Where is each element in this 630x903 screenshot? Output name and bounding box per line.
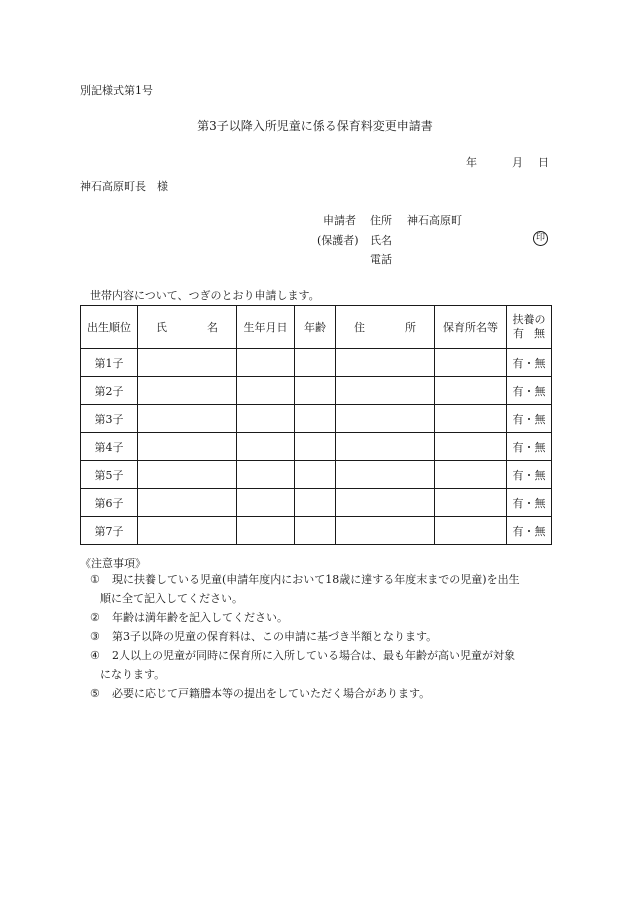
note-text: 第3子以降の児童の保育料は、この申請に基づき半額となります。 <box>112 630 438 643</box>
note-number: ② <box>90 611 100 624</box>
header-address <box>336 306 435 349</box>
child-name-cell[interactable] <box>138 349 237 377</box>
birth-order-cell: 第1子 <box>81 349 138 377</box>
note-text-continued: になります。 <box>100 668 166 681</box>
table-row <box>81 517 552 545</box>
support-cell[interactable]: 有・無 <box>507 461 552 489</box>
note-text: 2人以上の児童が同時に保育所に入所している場合は、最も年齢が高い児童が対象 <box>112 649 515 662</box>
child-address-cell[interactable] <box>336 377 435 405</box>
nursery-cell[interactable] <box>435 377 507 405</box>
birthdate-cell[interactable] <box>237 349 295 377</box>
birthdate-cell[interactable] <box>237 489 295 517</box>
header-birth-order: 出生順位 <box>81 306 138 349</box>
phone-label: 電話 <box>370 253 392 266</box>
header-support-no: 無 <box>534 327 545 340</box>
support-cell[interactable]: 有・無 <box>507 517 552 545</box>
header-name <box>138 306 237 349</box>
header-age: 年齢 <box>295 306 336 349</box>
birth-order-cell: 第3子 <box>81 405 138 433</box>
note-text: 現に扶養している児童(申請年度内において18歳に達する年度末までの児童)を出生 <box>112 573 520 586</box>
age-cell[interactable] <box>295 461 336 489</box>
date-month-label: 月 <box>512 156 523 169</box>
header-birthdate: 生年月日 <box>237 306 295 349</box>
note-number: ③ <box>90 630 100 643</box>
birthdate-cell[interactable] <box>237 377 295 405</box>
table-row <box>81 433 552 461</box>
nursery-cell[interactable] <box>435 405 507 433</box>
birth-order-cell: 第4子 <box>81 433 138 461</box>
nursery-cell[interactable] <box>435 517 507 545</box>
document-title: 第3子以降入所児童に係る保育料変更申請書 <box>197 119 433 133</box>
table-row <box>81 377 552 405</box>
header-support-yes: 有 <box>513 327 524 340</box>
support-cell[interactable]: 有・無 <box>507 405 552 433</box>
age-cell[interactable] <box>295 405 336 433</box>
child-name-cell[interactable] <box>138 377 237 405</box>
note-text-continued: 順に全て記入してください。 <box>100 592 243 605</box>
age-cell[interactable] <box>295 433 336 461</box>
birth-order-cell: 第6子 <box>81 489 138 517</box>
child-address-cell[interactable] <box>336 349 435 377</box>
table-row <box>81 461 552 489</box>
note-item <box>90 684 560 703</box>
notes-heading: 《注意事項》 <box>80 557 146 570</box>
age-cell[interactable] <box>295 489 336 517</box>
note-item <box>90 646 560 684</box>
seal-icon: 印 <box>533 231 548 246</box>
applicant-label: 申請者 <box>323 214 356 227</box>
age-cell[interactable] <box>295 377 336 405</box>
child-address-cell[interactable] <box>336 405 435 433</box>
birth-order-cell: 第5子 <box>81 461 138 489</box>
note-number: ⑤ <box>90 687 100 700</box>
note-number: ④ <box>90 649 100 662</box>
birth-order-cell: 第7子 <box>81 517 138 545</box>
addressee: 神石高原町長 様 <box>80 180 168 193</box>
date-year-label: 年 <box>466 156 477 169</box>
table-row <box>81 349 552 377</box>
birthdate-cell[interactable] <box>237 405 295 433</box>
children-table <box>80 305 552 545</box>
child-address-cell[interactable] <box>336 461 435 489</box>
child-address-cell[interactable] <box>336 433 435 461</box>
intro-text: 世帯内容について、つぎのとおり申請します。 <box>90 289 320 302</box>
address-label: 住所 <box>370 214 392 227</box>
child-name-cell[interactable] <box>138 433 237 461</box>
age-cell[interactable] <box>295 349 336 377</box>
header-address-part-a: 住 <box>354 321 365 334</box>
guardian-label: (保護者) <box>317 234 359 247</box>
birth-order-cell: 第2子 <box>81 377 138 405</box>
note-item <box>90 627 560 646</box>
note-number: ① <box>90 573 100 586</box>
header-address-part-b: 所 <box>405 321 416 334</box>
support-cell[interactable]: 有・無 <box>507 349 552 377</box>
support-cell[interactable]: 有・無 <box>507 489 552 517</box>
note-text: 年齢は満年齢を記入してください。 <box>112 611 288 624</box>
nursery-cell[interactable] <box>435 489 507 517</box>
table-header-row <box>81 306 552 349</box>
form-number: 別記様式第1号 <box>80 84 153 97</box>
support-cell[interactable]: 有・無 <box>507 433 552 461</box>
support-cell[interactable]: 有・無 <box>507 377 552 405</box>
nursery-cell[interactable] <box>435 433 507 461</box>
birthdate-cell[interactable] <box>237 461 295 489</box>
child-name-cell[interactable] <box>138 461 237 489</box>
note-item <box>90 608 560 627</box>
note-item <box>90 570 560 608</box>
nursery-cell[interactable] <box>435 349 507 377</box>
birthdate-cell[interactable] <box>237 433 295 461</box>
table-row <box>81 489 552 517</box>
name-label: 氏名 <box>370 234 392 247</box>
child-address-cell[interactable] <box>336 489 435 517</box>
note-text: 必要に応じて戸籍謄本等の提出をしていただく場合があります。 <box>112 687 431 700</box>
address-value[interactable]: 神石高原町 <box>407 214 462 227</box>
date-day-label: 日 <box>538 156 549 169</box>
header-support-line1: 扶養の <box>512 313 546 326</box>
header-nursery: 保育所名等 <box>435 306 507 349</box>
header-name-part-a: 氏 <box>156 321 167 334</box>
header-name-part-b: 名 <box>207 321 218 334</box>
nursery-cell[interactable] <box>435 461 507 489</box>
child-name-cell[interactable] <box>138 517 237 545</box>
birthdate-cell[interactable] <box>237 517 295 545</box>
child-name-cell[interactable] <box>138 489 237 517</box>
child-name-cell[interactable] <box>138 405 237 433</box>
table-row <box>81 405 552 433</box>
child-address-cell[interactable] <box>336 517 435 545</box>
header-support <box>507 306 552 349</box>
age-cell[interactable] <box>295 517 336 545</box>
